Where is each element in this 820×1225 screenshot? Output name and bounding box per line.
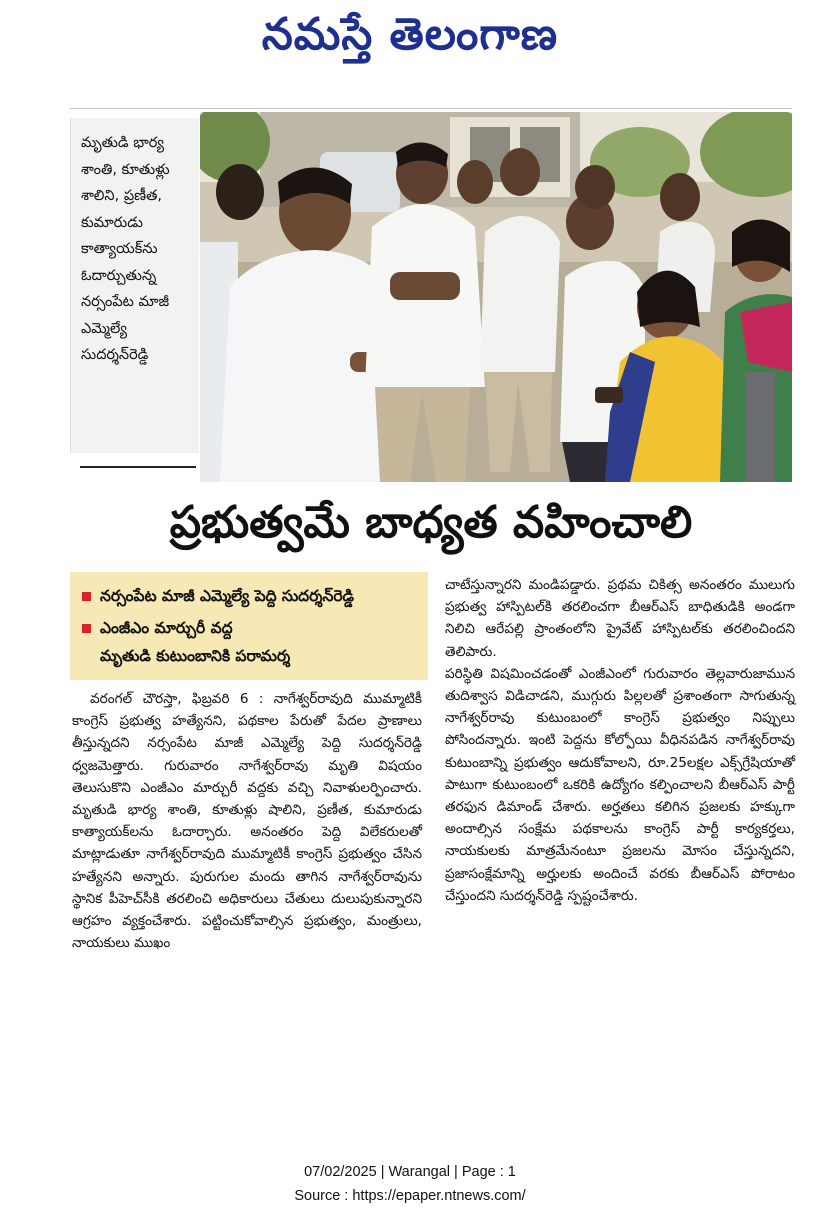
- article-column-1: [72, 688, 422, 954]
- caption-divider: [80, 466, 196, 468]
- footer-source: Source : https://epaper.ntnews.com/: [294, 1188, 526, 1204]
- footer-date-edition: 07/02/2025 | Warangal | Page : 1: [304, 1164, 516, 1180]
- masthead: [0, 0, 820, 80]
- newspaper-title: నమస్తే తెలంగాణ: [261, 9, 559, 60]
- article-paragraph: వరంగల్ చౌరస్తా, ఫిబ్రవరి 6 : నాగేశ్వర్‌రావుది ముమ్మాటికీ కాంగ్రెస్ ప్రభుత్వ హత్యేనని, పథకాల పేరుతో పేదల ప్రాణాలు తీస్తున్నదని నర్సంపేట మాజీ ఎమ్మెల్యే పెద్ది సుదర్శన్‌రెడ్డి ధ్వజమెత్తారు. గురువారం నాగేశ్వర్‌రావు మృతి విషయం తెలుసుకొని ఎంజీఎం మార్చురీ వద్దకు వచ్చి నివాళులర్పించారు. మృతుడి భార్య శాంతి, కూతుళ్లు షాలిని, ప్రణీత, కుమారుడు కాత్యాయక్‌లను ఓదార్చారు. అనంతరం పెద్ది విలేకరులతో మాట్లాడుతూ నాగేశ్వర్‌రావుది ముమ్మాటికీ కాంగ్రెస్ ప్రభుత్వం చేసిన హత్యేనని అన్నారు. పురుగుల మందు తాగిన నాగేశ్వర్‌రావును స్థానిక పీహెచ్‌సీకి తరలించి అధికారులు చేతులు దులుపుకున్నారని ఆగ్రహం వ్యక్తంచేశారు. పట్టించుకోవాల్సిన ప్రభుత్వం, మంత్రులు, నాయకులు ముఖం: [72, 691, 422, 952]
- page-footer: [0, 1160, 820, 1208]
- highlight-text: నర్సంపేట మాజీ ఎమ్మెల్యే పెద్ది సుదర్శన్‌రెడ్డి: [100, 587, 354, 605]
- headline: ప్రభుత్వమే బాధ్యత వహించాలి: [169, 497, 693, 548]
- article-paragraph: చాటేస్తున్నారని మండిపడ్డారు. ప్రథమ చికిత్స అనంతరం ములుగు ప్రభుత్వ హాస్పిటల్‌కి తరలించగా బీఆర్‌ఎస్ బాధితుడికి అండగా నిలిచి ఆరేపల్లి ప్రాంతంలోని ప్రైవేట్ హాస్పిటల్‌కు తరలించిందని తెలిపారు.: [445, 577, 795, 660]
- highlight-item: [82, 616, 233, 640]
- bullet-square-icon: [82, 592, 91, 601]
- highlight-text: మృతుడి కుటుంబానికి పరామర్శ: [100, 647, 291, 665]
- photo-illustration: [200, 112, 792, 482]
- highlight-item-continuation: [100, 644, 290, 668]
- article-paragraph: పరిస్థితి విషమించడంతో ఎంజీఎంలో గురువారం తెల్లవారుజామున తుదిశ్వాస విడిచాడని, ముగ్గురు పిల్లలతో ప్రశాంతంగా సాగుతున్న నాగేశ్వర్‌రావు కుటుంబంలో కాంగ్రెస్ ప్రభుత్వం నిప్పులు పోసిందన్నారు. ఇంటి పెద్దను కోల్పోయి వీధినపడిన నాగేశ్వర్‌రావు కుటుంబాన్ని ప్రభుత్వం ఆదుకోవాలని, రూ.25లక్షల ఎక్స్‌గ్రేషియాతో పాటుగా కుటుంబంలో ఒకరికి ఉద్యోగం కల్పించాలని బీఆర్‌ఎస్ పార్టీ తరఫున డిమాండ్ చేశారు. అర్హతలు కలిగిన ప్రజలకు హక్కుగా అందాల్సిన సంక్షేమ పథకాలను కాంగ్రెస్ పార్టీ కార్యకర్తలు, నాయకులకు మాత్రమేనంటూ ప్రజలను మోసం చేస్తున్నదని, ప్రజాసంక్షేమాన్ని అర్హులకు అందించే వరకు బీఆర్‌ఎస్ పోరాటం చేస్తుందని సుదర్శన్‌రెడ్డి స్పష్టంచేశారు.: [445, 665, 795, 904]
- highlight-item: [82, 584, 354, 608]
- highlight-text: ఎంజీఎం మార్చురీ వద్ద: [100, 619, 233, 637]
- photo-caption-box: [70, 118, 199, 453]
- news-photo: [200, 112, 792, 482]
- photo-caption: మృతుడి భార్య శాంతి, కూతుళ్లు శాలిని, ప్రణీత, కుమారుడు కాత్యాయక్‌ను ఓదార్చుతున్న నర్సంపేట మాజీ ఎమ్మెల్యే సుదర్శన్‌రెడ్డి: [81, 135, 170, 363]
- bullet-square-icon: [82, 624, 91, 633]
- article-column-2: [445, 574, 795, 907]
- highlights-box: [70, 572, 428, 680]
